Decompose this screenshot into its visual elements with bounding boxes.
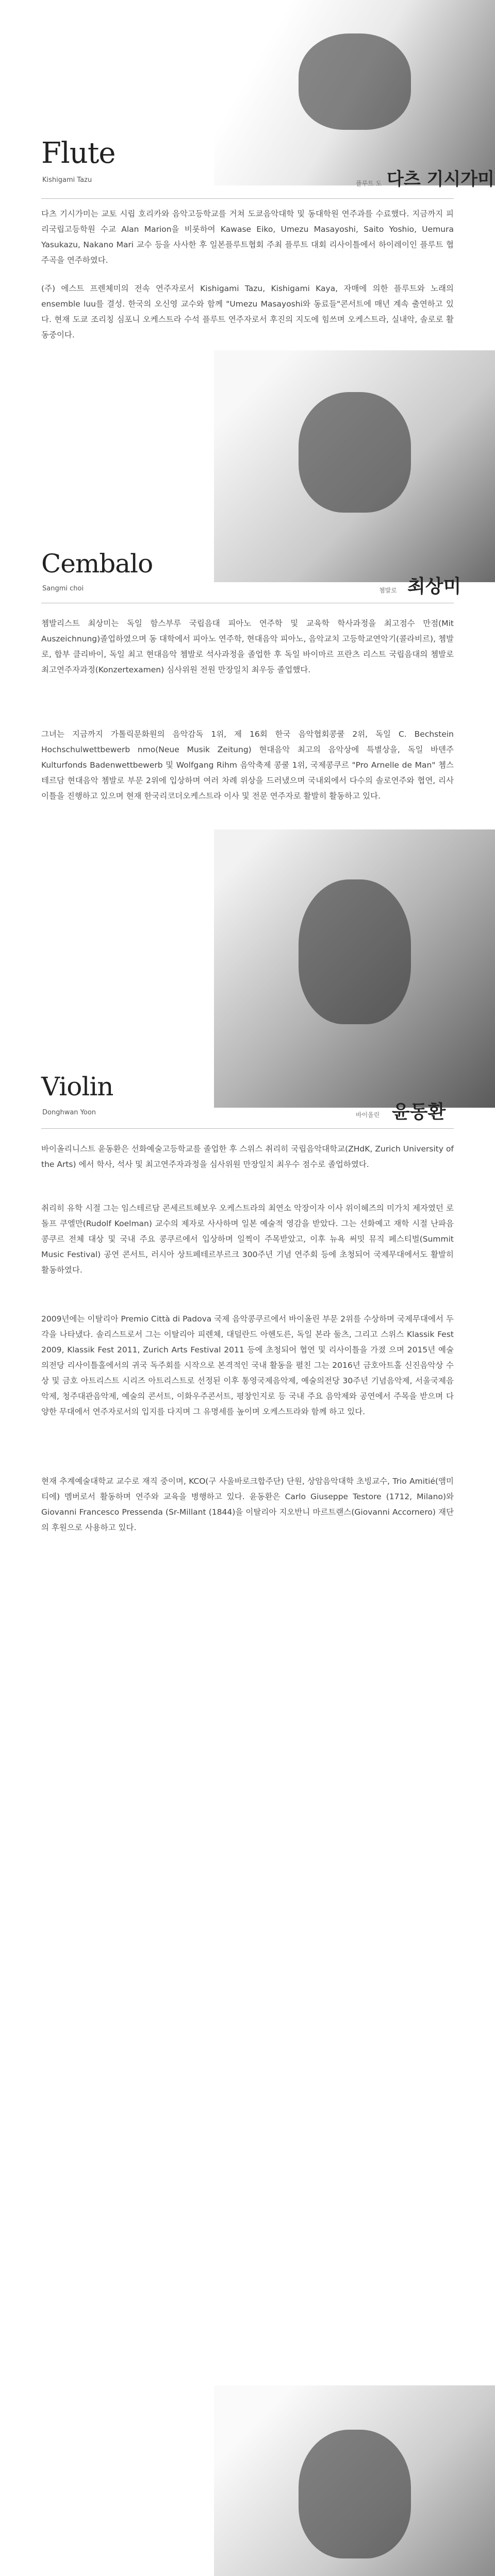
cembalo-portrait <box>214 350 495 582</box>
bio-paragraph: (주) 에스트 프렌체미의 전속 연주자로서 Kishigami Tazu, Kishigami Kaya, 자매에 의한 플루트와 노래의 ensemble luu를 결성. 한국의 오신영 교수와 함께 "Umezu Masayoshi와 동료들"콘서트에 매년 계속 출연하고 있다. 현재 도쿄 조리칭 심포니 오케스트라 수석 플루트 연주자로서 후진의 지도에 힘쓰며 오케스트라, 실내악, 솔로로 활동중이다. <box>41 284 454 340</box>
flute-portrait <box>214 0 495 185</box>
bio-paragraph: 그녀는 지금까지 가톨릭문화원의 음악감독 1위, 제 16회 한국 음악협회콩쿨 2위, 독일 C. Bechstein Hochschulwettbewerb nmo(Neue Musik Zeitung) 현대음악 최고의 음악상에 특별상을, 독일 바덴주 Kulturfonds Badenwettbewerb 및 Wolfgang Rihm 음악축제 콩쿨 1위, 국제콩쿠르 "Pro Arnelle de Man" 쳄스테르담 현대음악 쳄발로 부문 2위에 입상하며 여러 차례 위상을 드러냈으며 국내외에서 다수의 솔로연주와 협연, 리사이틀을 진행하고 있으며 현재 한국리코더오케스트라 이사 및 전문 연주자로 활발히 활동하고 있다. <box>41 730 454 801</box>
bio-paragraph: 2009년에는 이탈리아 Premio Città di Padova 국제 음악콩쿠르에서 바이올린 부문 2위를 수상하며 국제무대에서 두각을 나타냈다. 솔리스트로서 그는 이탈리아 피렌체, 대덜란드 아헨도른, 독일 본라 둘츠, 그리고 스위스 Klassik Fest 2009, Klassik Fest 2011, Zurich Arts Festival 2011 등에 초청되어 협연 및 리사이틀을 가졌 으며 2015년 예술의전당 리사이틀홀에서의 귀국 독주회를 시작으로 본격적인 국내 활동을 펼친 그는 2016년 금호아트홀 신진음악상 수상 및 금호 아트리스트 시리즈 아트리스트로 선정된 이후 통영국제음악제, 예술의전당 30주년 기념음악제, 서울국제음악제, 청주대관음악제, 예술의 콘서트, 이화우주콘서트, 평창인지로 등 국내 주요 음악제와 공연에서 주목을 받으며 다양한 무대에서 연주자로서의 입지를 다지며 그 유명세를 높이며 오케스트라와 함께 하고 있다. <box>41 1314 454 1416</box>
name-korean: 윤동환 <box>392 1101 446 1123</box>
role-label: 플루트 도 <box>356 180 382 187</box>
divider <box>41 1128 454 1129</box>
role-label: 쳄발로 <box>379 587 397 594</box>
bio-paragraph: 현재 추계예술대학교 교수로 재직 중이며, KCO(구 사울바로크합주단) 단원, 상암음악대학 초빙교수, Trio Amitié(앰미티에) 멤버로서 활동하며 연주와 교육을 병행하고 있다. 윤동환은 Carlo Giuseppe Testore (1712, Milano)와 Giovanni Francesco Pressenda (Sr-Millant (1844)을 이탈리아 지오반니 마르트랜스(Giovanni Accornero) 재단의 후원으로 사용하고 있다. <box>41 1477 454 1532</box>
name-korean: 다츠 기시가미 <box>387 169 494 190</box>
performer-violin <box>0 829 495 2014</box>
name-korean: 최상미 <box>407 576 461 597</box>
oboe-portrait <box>214 2385 495 2576</box>
bio-paragraph: 취리히 유학 시절 그는 임스테르담 콘세르트헤보우 오케스트라의 최연소 악장이자 이사 위이헤즈의 미가치 제자였던 로돌프 쿠엘만(Rudolf Koelman) 교수의 제자로 사사하며 일본 예술적 영감을 받았다. 그는 선화예고 재학 시절 난파음콩쿠르 전체 대상 및 국내 주요 콩쿠르에서 입상하며 일찍이 주목받았고, 이후 뉴욕 써밋 뮤직 페스티벌(Summit Music Festival) 공연 콘서트, 러시아 상트페테르부르크 300주년 기념 연주회 등에 초청되어 국제무대에서도 활발히 활동하였다. <box>41 1204 454 1275</box>
bio-paragraph: 다츠 기시가미는 교토 시립 호리카와 음악고등학교를 거쳐 도쿄음악대학 및 동대학원 연주과를 수료했다. 지금까지 피리국립고등학원 수교 Alan Marion을 비롯하여 Kawase Eiko, Umezu Masayoshi, Saito Yoshio, Uemura Yasukazu, Nakano Mari 교수 등을 사사한 후 일본플루트협회 주최 플루트 대회 리사이틀에서 하이레이인 플루트 협주곡을 연주하였다. <box>41 209 454 265</box>
instrument-title: Flute <box>41 137 116 170</box>
instrument-title: Violin <box>41 1072 113 1101</box>
name-romaji: Sangmi choi <box>42 585 84 592</box>
violin-portrait <box>214 829 495 1108</box>
instrument-title: Cembalo <box>41 549 153 579</box>
divider <box>41 198 454 199</box>
role-label: 바이올린 <box>356 1111 380 1118</box>
name-romaji: Donghwan Yoon <box>42 1109 96 1116</box>
name-romaji: Kishigami Tazu <box>42 176 92 184</box>
bio-paragraph: 바이올리니스트 윤동환은 선화예술고등학교를 졸업한 후 스위스 취리히 국립음악대학교(ZHdK, Zurich University of the Arts) 에서 학사, 석사 및 최고연주자과정을 심사위원 만장일치 최우수 점수로 졸업하였다. <box>41 1144 454 1169</box>
bio-paragraph: 쳄발리스트 최상미는 독일 함스부루 국립음대 피아노 연주학 및 교육학 학사과정을 최고점수 만점(Mit Auszeichnung)졸업하였으며 동 대학에서 피아노 연주학, 현대음악 피아노, 음악교치 고등학교연악기(콜라비르), 쳄발로, 합부 클리바이, 독일 최고 현대음악 쳄발로 석사과정을 졸업한 후 독일 바이마르 프란츠 리스트 국립음대의 쳄발로 최고연주자과정(Konzertexamen) 심사위원 전원 만장일치 최우등 졸업했다. <box>41 619 454 674</box>
performer-oboe <box>0 2385 495 2576</box>
